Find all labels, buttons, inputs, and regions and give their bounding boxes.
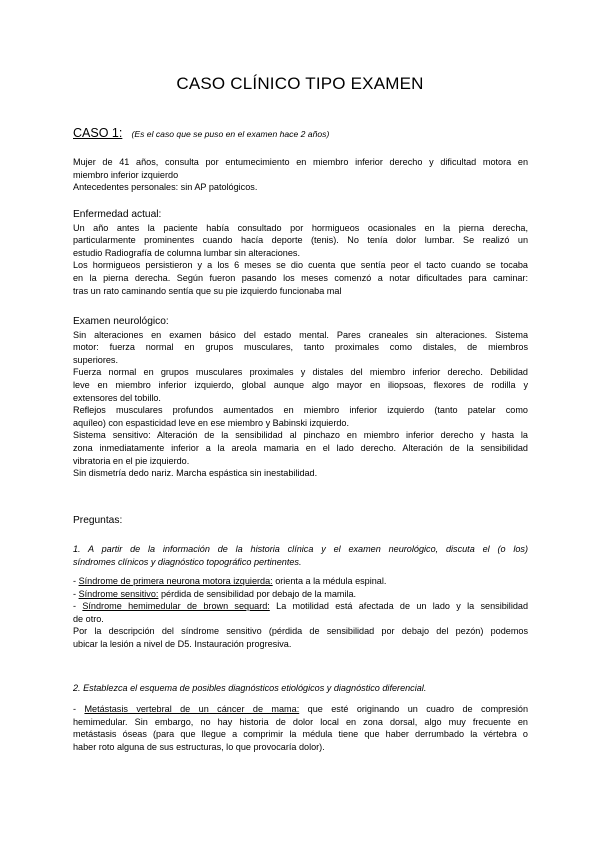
exam-line: Fuerza normal en grupos musculares proximales y distales del miembro inferior derecho. Debilidad <box>73 367 528 378</box>
illness-line: Un año antes la paciente había consultado por hormigueos ocasionales en la pierna derecha, <box>73 222 528 233</box>
question-line: síndromes clínicos y diagnóstico topográfico pertinentes. <box>73 556 302 567</box>
exam-line: Reflejos musculares profundos aumentados en miembro inferior izquierdo (tanto patelar como <box>73 405 528 416</box>
answer-item: - Síndrome de primera neurona motora izquierda: orienta a la médula espinal. <box>73 576 387 586</box>
exam-line: superiores. <box>73 354 118 365</box>
illness-line: en la pierna derecha. Según fueron pasando los meses comenzó a notar dificultades para caminar: <box>73 272 528 283</box>
exam-line: leve en miembro inferior izquierdo, global aunque algo mayor en iliopsoas, flexores de rodilla y <box>73 379 528 390</box>
question-line: 1. A partir de la información de la historia clínica y el examen neurológico, discuta el (o los) <box>73 544 528 554</box>
answer-line: haber roto alguna de sus estructuras, lo que provocaría dolor). <box>73 741 325 752</box>
question-line: 2. Establezca el esquema de posibles diagnósticos etiológicos y diagnóstico diferencial. <box>73 683 427 693</box>
question-1 <box>73 543 528 568</box>
illness-line: estudio Radiografía de columna lumbar sin alteraciones. <box>73 247 300 258</box>
answer-line: de otro. <box>73 613 104 624</box>
illness-line: tras un rato caminando sentía que su pie izquierdo funcionaba mal <box>73 285 342 296</box>
presentation-line: miembro inferior izquierdo <box>73 169 179 180</box>
question-2 <box>73 682 528 695</box>
answer-line: metástasis óseas (para que llegue a comprimir la médula tiene que haber derrumbado la vértebra o <box>73 729 528 740</box>
answer-item: - Síndrome sensitivo: pérdida de sensibilidad por debajo de la mamila. <box>73 588 357 599</box>
answer-line: Por la descripción del síndrome sensitivo (pérdida de sensibilidad por debajo del pezón) podemos <box>73 626 528 637</box>
presentation-line: Antecedentes personales: sin AP patológicos. <box>73 182 258 193</box>
answer-line: hemimedular. Sin embargo, no hay historia de dolor local en zona dorsal, algo muy frecuente en <box>73 716 528 727</box>
exam-line: Sin dismetría dedo nariz. Marcha espástica sin inestabilidad. <box>73 468 318 479</box>
neuro-exam-section <box>73 316 528 480</box>
questions-heading: Preguntas: <box>73 515 123 526</box>
answer-term: Metástasis vertebral de un cáncer de mama: <box>84 704 300 714</box>
case-note: (Es el caso que se puso en el examen hace 2 años) <box>131 129 330 139</box>
answer-term: Síndrome de primera neurona motora izquierda: <box>78 576 273 586</box>
answer-term: Síndrome sensitivo: <box>78 588 159 599</box>
current-illness-heading: Enfermedad actual: <box>73 209 162 220</box>
case-header <box>73 126 329 140</box>
answer-item: - Síndrome hemimedular de brown sequard: La motilidad está afectada de un lado y la sensibilidad <box>73 601 528 612</box>
answer-item: - Metástasis vertebral de un cáncer de mama: que esté originando un cuadro de compresión <box>73 704 528 714</box>
exam-line: Sistema sensitivo: Alteración de la sensibilidad al pinchazo en miembro inferior derecho y hasta la <box>73 430 528 441</box>
exam-line: vibratoria en el pie izquierdo. <box>73 455 190 466</box>
exam-line: zona inmediatamente inferior a la areola mamaria en el lado derecho. Alteración de la sensibilidad <box>73 442 528 453</box>
exam-line: extensores del tobillo. <box>73 392 161 403</box>
exam-line: aquíleo) con espasticidad leve en ese miembro y Babinski izquierdo. <box>73 417 349 428</box>
neuro-exam-heading: Examen neurológico: <box>73 316 169 327</box>
current-illness-section <box>73 209 528 297</box>
exam-line: motor: fuerza normal en grupos musculares, tanto proximales como distales, de miembros <box>73 342 528 353</box>
illness-line: Los hormigueos persistieron y a los 6 meses se dio cuenta que sentía peor el tacto cuando se tocaba <box>73 260 528 271</box>
answer-term: Síndrome hemimedular de brown sequard: <box>82 601 270 612</box>
questions-heading-block <box>73 515 528 528</box>
document-title: CASO CLÍNICO TIPO EXAMEN <box>176 74 424 93</box>
answer-line: ubicar la lesión a nivel de D5. Instauración progresiva. <box>73 638 292 649</box>
illness-line: particularmente prominentes cuando hacía deporte (tenis). No tenía dolor lumbar. Se realizó un <box>73 235 528 246</box>
patient-presentation <box>73 156 528 194</box>
presentation-line: Mujer de 41 años, consulta por entumecimiento en miembro inferior derecho y dificultad motora en <box>73 157 528 167</box>
exam-line: Sin alteraciones en examen básico del estado mental. Pares craneales sin alteraciones. Sistema <box>73 329 528 340</box>
answer-1 <box>73 575 528 651</box>
answer-2 <box>73 703 528 753</box>
case-label: CASO 1: <box>73 126 123 140</box>
